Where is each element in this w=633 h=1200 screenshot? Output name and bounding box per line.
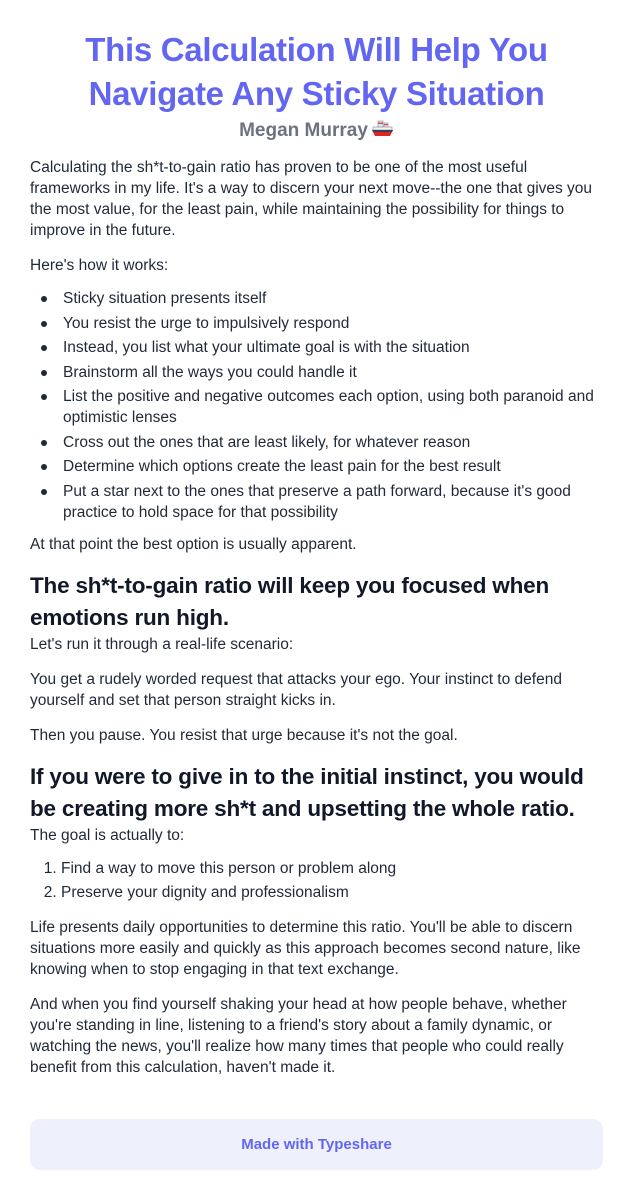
list-item: Cross out the ones that are least likely, for whatever reason xyxy=(63,432,603,453)
ship-icon xyxy=(370,119,394,147)
pause-paragraph: Then you pause. You resist that urge because it's not the goal. xyxy=(30,726,458,744)
apparent-paragraph: At that point the best option is usually apparent. xyxy=(30,535,357,553)
how-it-works: Here's how it works: xyxy=(30,257,169,274)
post-title: This Calculation Will Help You Navigate Any Sticky Situation xyxy=(85,31,548,112)
intro-paragraph: Calculating the sh*t-to-gain ratio has proven to be one of the most useful frameworks in my life. It's a way to discern your next move--the one that gives you the most value, for the least pain, while maintaining the possibility for things to improve in the future. xyxy=(30,159,593,239)
list-item: Put a star next to the ones that preserve a path forward, because it's good practice to hold space for that possibility xyxy=(63,481,603,523)
goals-list xyxy=(30,858,603,903)
closing-paragraph: And when you find yourself shaking your head at how people behave, whether you're standing in line, listening to a friend's story about a family dynamic, or watching the news, you'll realize how many times that people who could really benefit from this calculation, haven't made it. xyxy=(30,995,567,1076)
list-item: Brainstorm all the ways you could handle it xyxy=(63,362,603,383)
section-heading: If you were to give in to the initial instinct, you would be creating more sh*t and upsetting the whole ratio. xyxy=(30,763,584,821)
author-line xyxy=(30,118,603,147)
author-name: Megan Murray xyxy=(239,120,368,141)
list-item: Instead, you list what your ultimate goal is with the situation xyxy=(63,337,603,358)
list-item: 1. Find a way to move this person or problem along xyxy=(61,858,603,879)
goal-intro: The goal is actually to: xyxy=(30,826,185,844)
list-item: Determine which options create the least pain for the best result xyxy=(63,456,603,477)
footer-label: Made with Typeshare xyxy=(241,1136,392,1153)
list-item: Sticky situation presents itself xyxy=(63,288,603,309)
life-paragraph: Life presents daily opportunities to determine this ratio. You'll be able to discern situations more easily and quickly as this approach becomes second nature, like knowing when to stop engaging in that text exchange. xyxy=(30,918,581,978)
section-heading: The sh*t-to-gain ratio will keep you focused when emotions run high. xyxy=(30,572,550,630)
scenario-intro: Let's run it through a real-life scenario: xyxy=(30,635,294,653)
scenario-paragraph: You get a rudely worded request that attacks your ego. Your instinct to defend yourself and set that person straight kicks in. xyxy=(30,670,562,709)
steps-list xyxy=(30,288,603,523)
typeshare-footer-button[interactable] xyxy=(30,1119,603,1170)
list-item: 2. Preserve your dignity and professionalism xyxy=(61,882,603,903)
list-item: List the positive and negative outcomes each option, using both paranoid and optimistic lenses xyxy=(63,386,603,428)
list-item: You resist the urge to impulsively respond xyxy=(63,313,603,334)
